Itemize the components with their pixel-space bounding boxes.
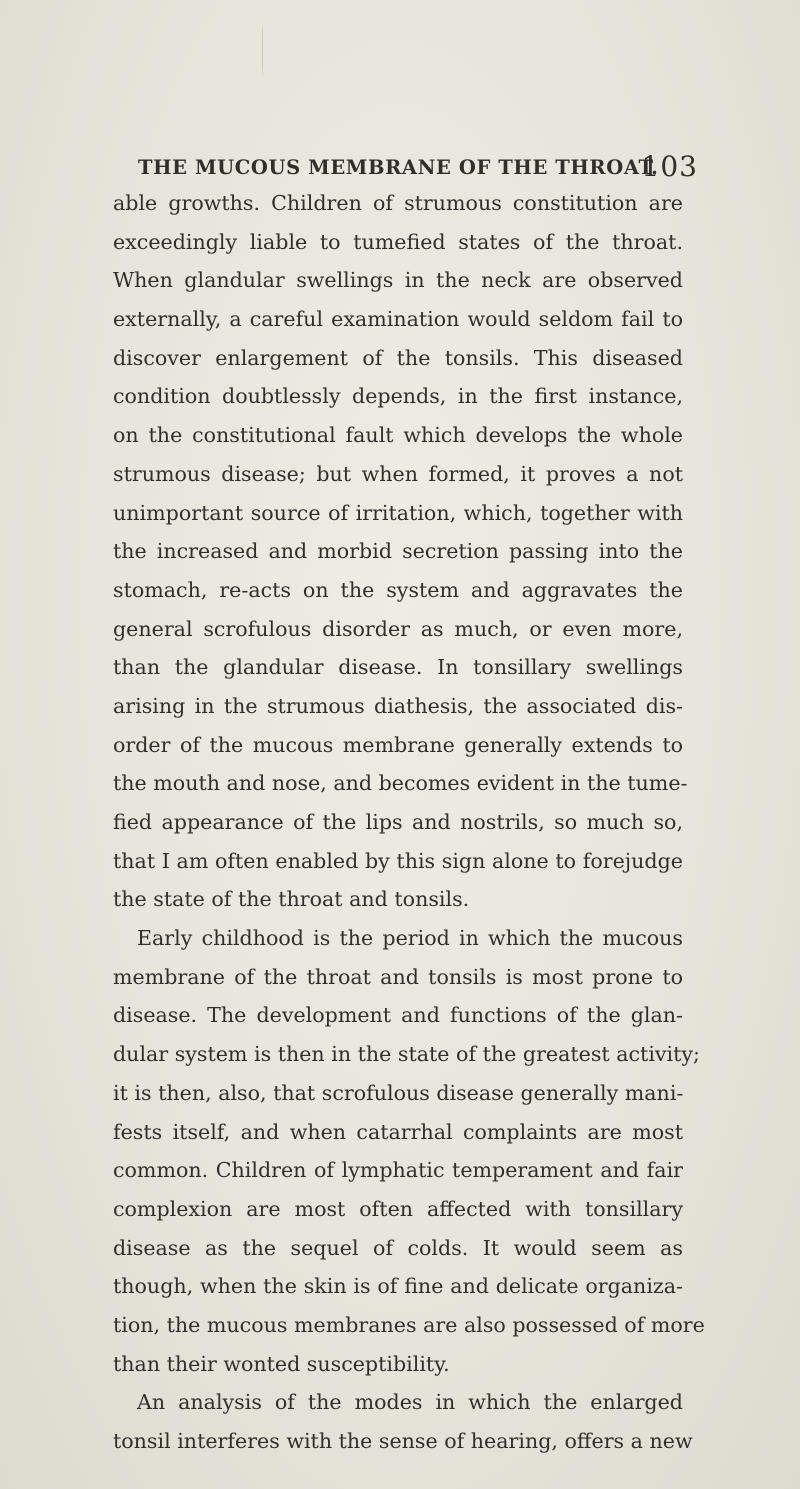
text-line: on the constitutional fault which develops the whole <box>113 423 683 448</box>
text-line: disease. The development and functions of the glan- <box>113 1003 683 1028</box>
text-line: though, when the skin is of fine and delicate organiza- <box>113 1274 683 1299</box>
text-line: complexion are most often affected with tonsillary <box>113 1196 683 1221</box>
text-line: it is then, also, that scrofulous disease generally mani- <box>113 1080 684 1105</box>
text-line: discover enlargement of the tonsils. This diseased <box>113 345 683 370</box>
text-line: the state of the throat and tonsils. <box>113 887 470 912</box>
text-line: tion, the mucous membranes are also possessed of more <box>113 1312 705 1337</box>
text-line: dular system is then in the state of the greatest activity; <box>113 1042 700 1067</box>
text-line: tonsil interferes with the sense of hearing, offers a new <box>113 1429 693 1453</box>
text-line: the mouth and nose, and becomes evident in the tume- <box>113 771 688 796</box>
running-title: THE MUCOUS MEMBRANE OF THE THROAT. <box>138 156 659 179</box>
text-line: general scrofulous disorder as much, or even more, <box>113 616 683 641</box>
text-line: When glandular swellings in the neck are observed <box>113 268 683 293</box>
text-line: condition doubtlessly depends, in the first instance, <box>113 384 683 409</box>
text-line: than their wonted susceptibility. <box>113 1351 450 1376</box>
body-text <box>113 184 705 1461</box>
text-line: the increased and morbid secretion passing into the <box>113 539 683 564</box>
text-line: unimportant source of irritation, which, together with <box>113 500 683 525</box>
text-line: common. Children of lymphatic temperament and fair <box>113 1158 683 1183</box>
text-line: stomach, re-acts on the system and aggravates the <box>113 577 683 602</box>
text-line: order of the mucous membrane generally extends to <box>113 732 683 757</box>
text-line: able growths. Children of strumous constitution are <box>113 191 683 215</box>
text-line: Early childhood is the period in which the mucous <box>137 926 683 951</box>
text-line: disease as the sequel of colds. It would seem as <box>113 1235 683 1260</box>
text-line: externally, a careful examination would seldom fail to <box>113 307 683 332</box>
text-line: fests itself, and when catarrhal complaints are most <box>113 1119 683 1144</box>
text-line: arising in the strumous diathesis, the associated dis- <box>113 693 683 718</box>
text-line: An analysis of the modes in which the enlarged <box>137 1390 683 1415</box>
text-line: strumous disease; but when formed, it proves a not <box>113 461 683 486</box>
text-line: than the glandular disease. In tonsillary swellings <box>113 655 683 680</box>
text-line: that I am often enabled by this sign alone to forejudge <box>113 848 683 873</box>
page-smudge <box>262 24 265 76</box>
text-line: exceedingly liable to tumefied states of the throat. <box>113 229 683 254</box>
page-number: 103 <box>641 150 698 183</box>
text-line: membrane of the throat and tonsils is most prone to <box>113 964 683 989</box>
running-head <box>138 150 698 186</box>
text-line: fied appearance of the lips and nostrils, so much so, <box>113 810 683 834</box>
